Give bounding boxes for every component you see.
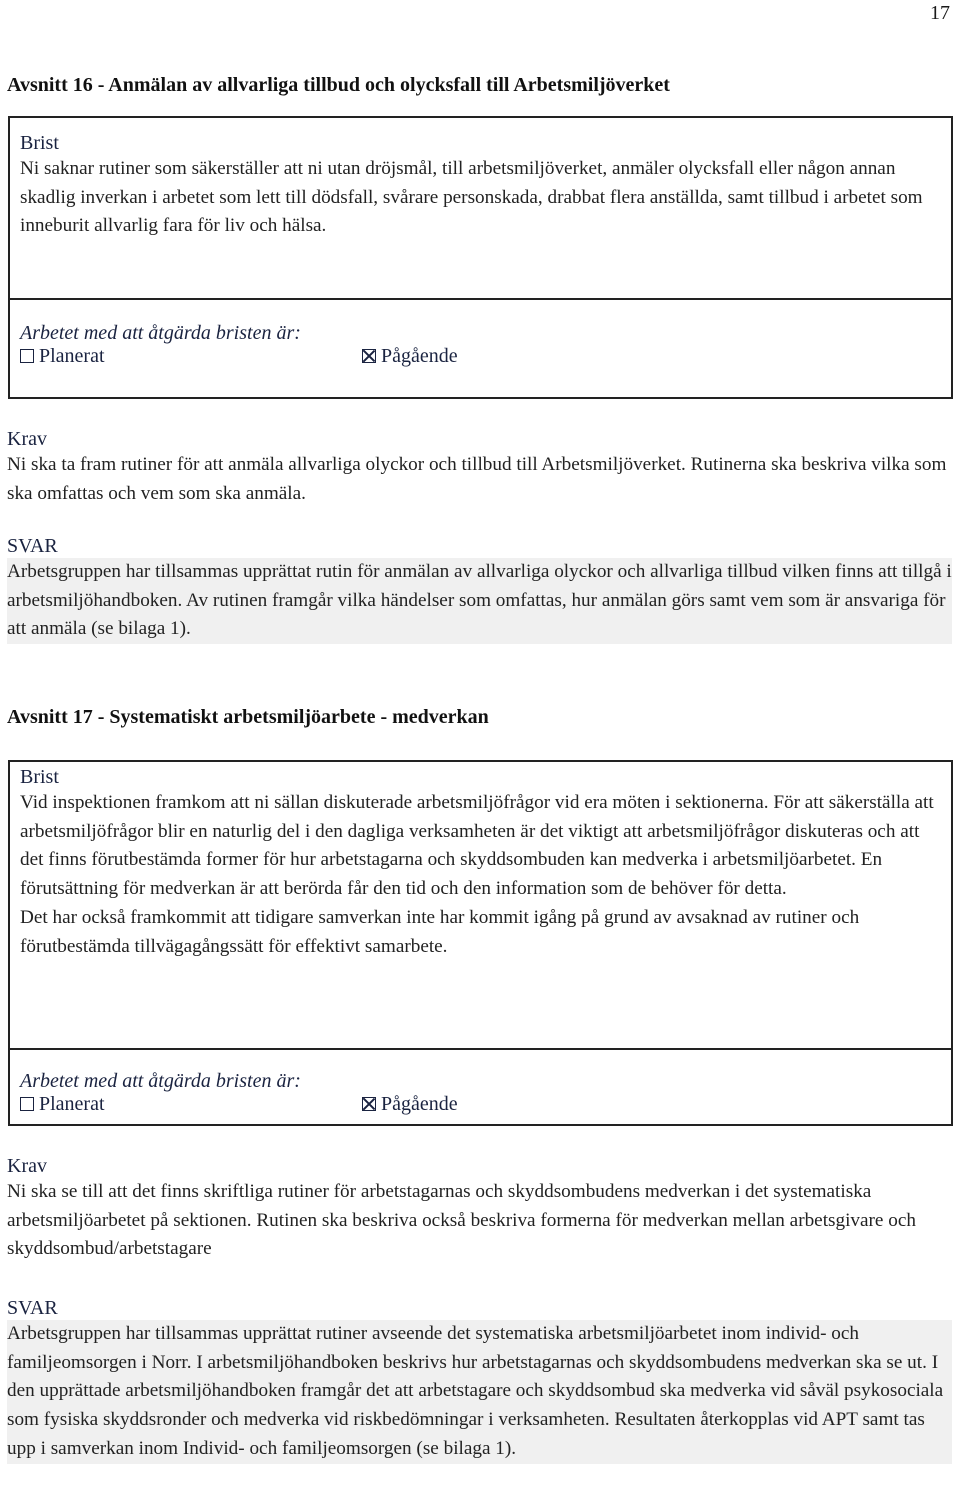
checkbox-checked-icon[interactable]	[362, 1097, 376, 1111]
checkbox-checked-icon[interactable]	[362, 349, 376, 363]
section-16-krav	[7, 428, 952, 508]
section-16-option-pagaende[interactable]: Pågående	[362, 345, 458, 368]
section-17-option-planerat[interactable]: Planerat	[20, 1093, 105, 1116]
section-16-option-planerat[interactable]: Planerat	[20, 345, 105, 368]
section-17-brist-text-1: Vid inspektionen framkom att ni sällan diskuterade arbetsmiljöfrågor vid era möten i sektionerna. För att säkerställa att arbetsmiljöfrågor blir en naturlig del i den dagliga verksamheten är det viktigt att arbetsmiljöfrågor diskuteras och att det finns förutbestämda former för hur arbetstagarna och skyddsombuden kan medverka i arbetsmiljöarbetet. En förutsättning för medverkan är att berörda får den tid och den information som de behöver för detta.	[20, 792, 934, 900]
section-16-svar	[7, 535, 952, 644]
section-17-krav-label: Krav	[7, 1155, 47, 1177]
section-16-brist-text: Ni saknar rutiner som säkerställer att ni utan dröjsmål, till arbetsmiljöverket, anmäler olycksfall eller någon annan skadlig inverkan i arbetet som lett till dödsfall, svårare personskada, drabbat flera anställda, samt tillbud i arbetet som inneburit allvarlig fara för liv och hälsa.	[20, 158, 923, 237]
section-17-svar-label: SVAR	[7, 1297, 58, 1319]
page-number: 17	[930, 2, 950, 24]
section-17-brist-box	[8, 760, 953, 1050]
checkbox-unchecked-icon[interactable]	[20, 1097, 34, 1111]
section-17-option-pagaende[interactable]: Pågående	[362, 1093, 458, 1116]
section-16-krav-label: Krav	[7, 428, 47, 450]
section-16-status-box	[8, 298, 953, 399]
section-16-status-options	[20, 345, 943, 375]
section-17-brist-label: Brist	[20, 766, 59, 788]
section-17-status-options	[20, 1093, 943, 1123]
section-17-svar	[7, 1297, 952, 1464]
section-16-brist-box	[8, 116, 953, 300]
section-17-brist-text-2: Det har också framkommit att tidigare samverkan inte har kommit igång på grund av avsaknad av rutiner och förutbestämda tillvägagångssätt för effektivt samarbete.	[20, 906, 860, 957]
section-17-krav	[7, 1155, 952, 1264]
section-16-title: Avsnitt 16 - Anmälan av allvarliga tillbud och olycksfall till Arbetsmiljöverket	[7, 74, 670, 96]
section-17-krav-text: Ni ska se till att det finns skriftliga rutiner för arbetstagarnas och skyddsombudens medverkan i det systematiska arbetsmiljöarbetet på sektionen. Rutinen ska beskriva också beskriva formerna för medverkan mellan arbetsgivare och skyddsombud/arbetstagare	[7, 1181, 916, 1260]
section-16-svar-text: Arbetsgruppen har tillsammas upprättat rutin för anmälan av allvarliga olyckor och allvarliga tillbud vilken finns att tillgå i arbetsmiljöhandboken. Av rutinen framgår vilka händelser som omfattas, hur anmälan görs samt vem som är ansvariga för att anmäla (se bilaga 1).	[7, 558, 952, 644]
section-17-title: Avsnitt 17 - Systematiskt arbetsmiljöarbete - medverkan	[7, 706, 489, 728]
section-17-status-box	[8, 1048, 953, 1126]
section-16-arbete-label: Arbetet med att åtgärda bristen är:	[20, 322, 301, 344]
section-16-brist-label: Brist	[20, 132, 59, 154]
section-16-svar-label: SVAR	[7, 535, 58, 557]
section-16-krav-text: Ni ska ta fram rutiner för att anmäla allvarliga olyckor och tillbud till Arbetsmiljöverket. Rutinerna ska beskriva vilka som ska omfattas och vem som ska anmäla.	[7, 454, 947, 504]
section-17-svar-text: Arbetsgruppen har tillsammas upprättat rutiner avseende det systematiska arbetsmiljöarbetet inom individ- och familjeomsorgen i Norr. I arbetsmiljöhandboken beskrivs hur arbetstagarnas och skyddsombudens medverkan ska se ut. I den upprättade arbetsmiljöhandboken framgår det att arbetstagare och skyddsombud ska medverka vid såväl psykosociala som fysiska skyddsronder och medverka vid riskbedömningar i verksamheten. Resultaten återkopplas vid APT samt tas upp i samverkan inom Individ- och familjeomsorgen (se bilaga 1).	[7, 1320, 952, 1464]
section-17-arbete-label: Arbetet med att åtgärda bristen är:	[20, 1070, 301, 1092]
checkbox-unchecked-icon[interactable]	[20, 349, 34, 363]
